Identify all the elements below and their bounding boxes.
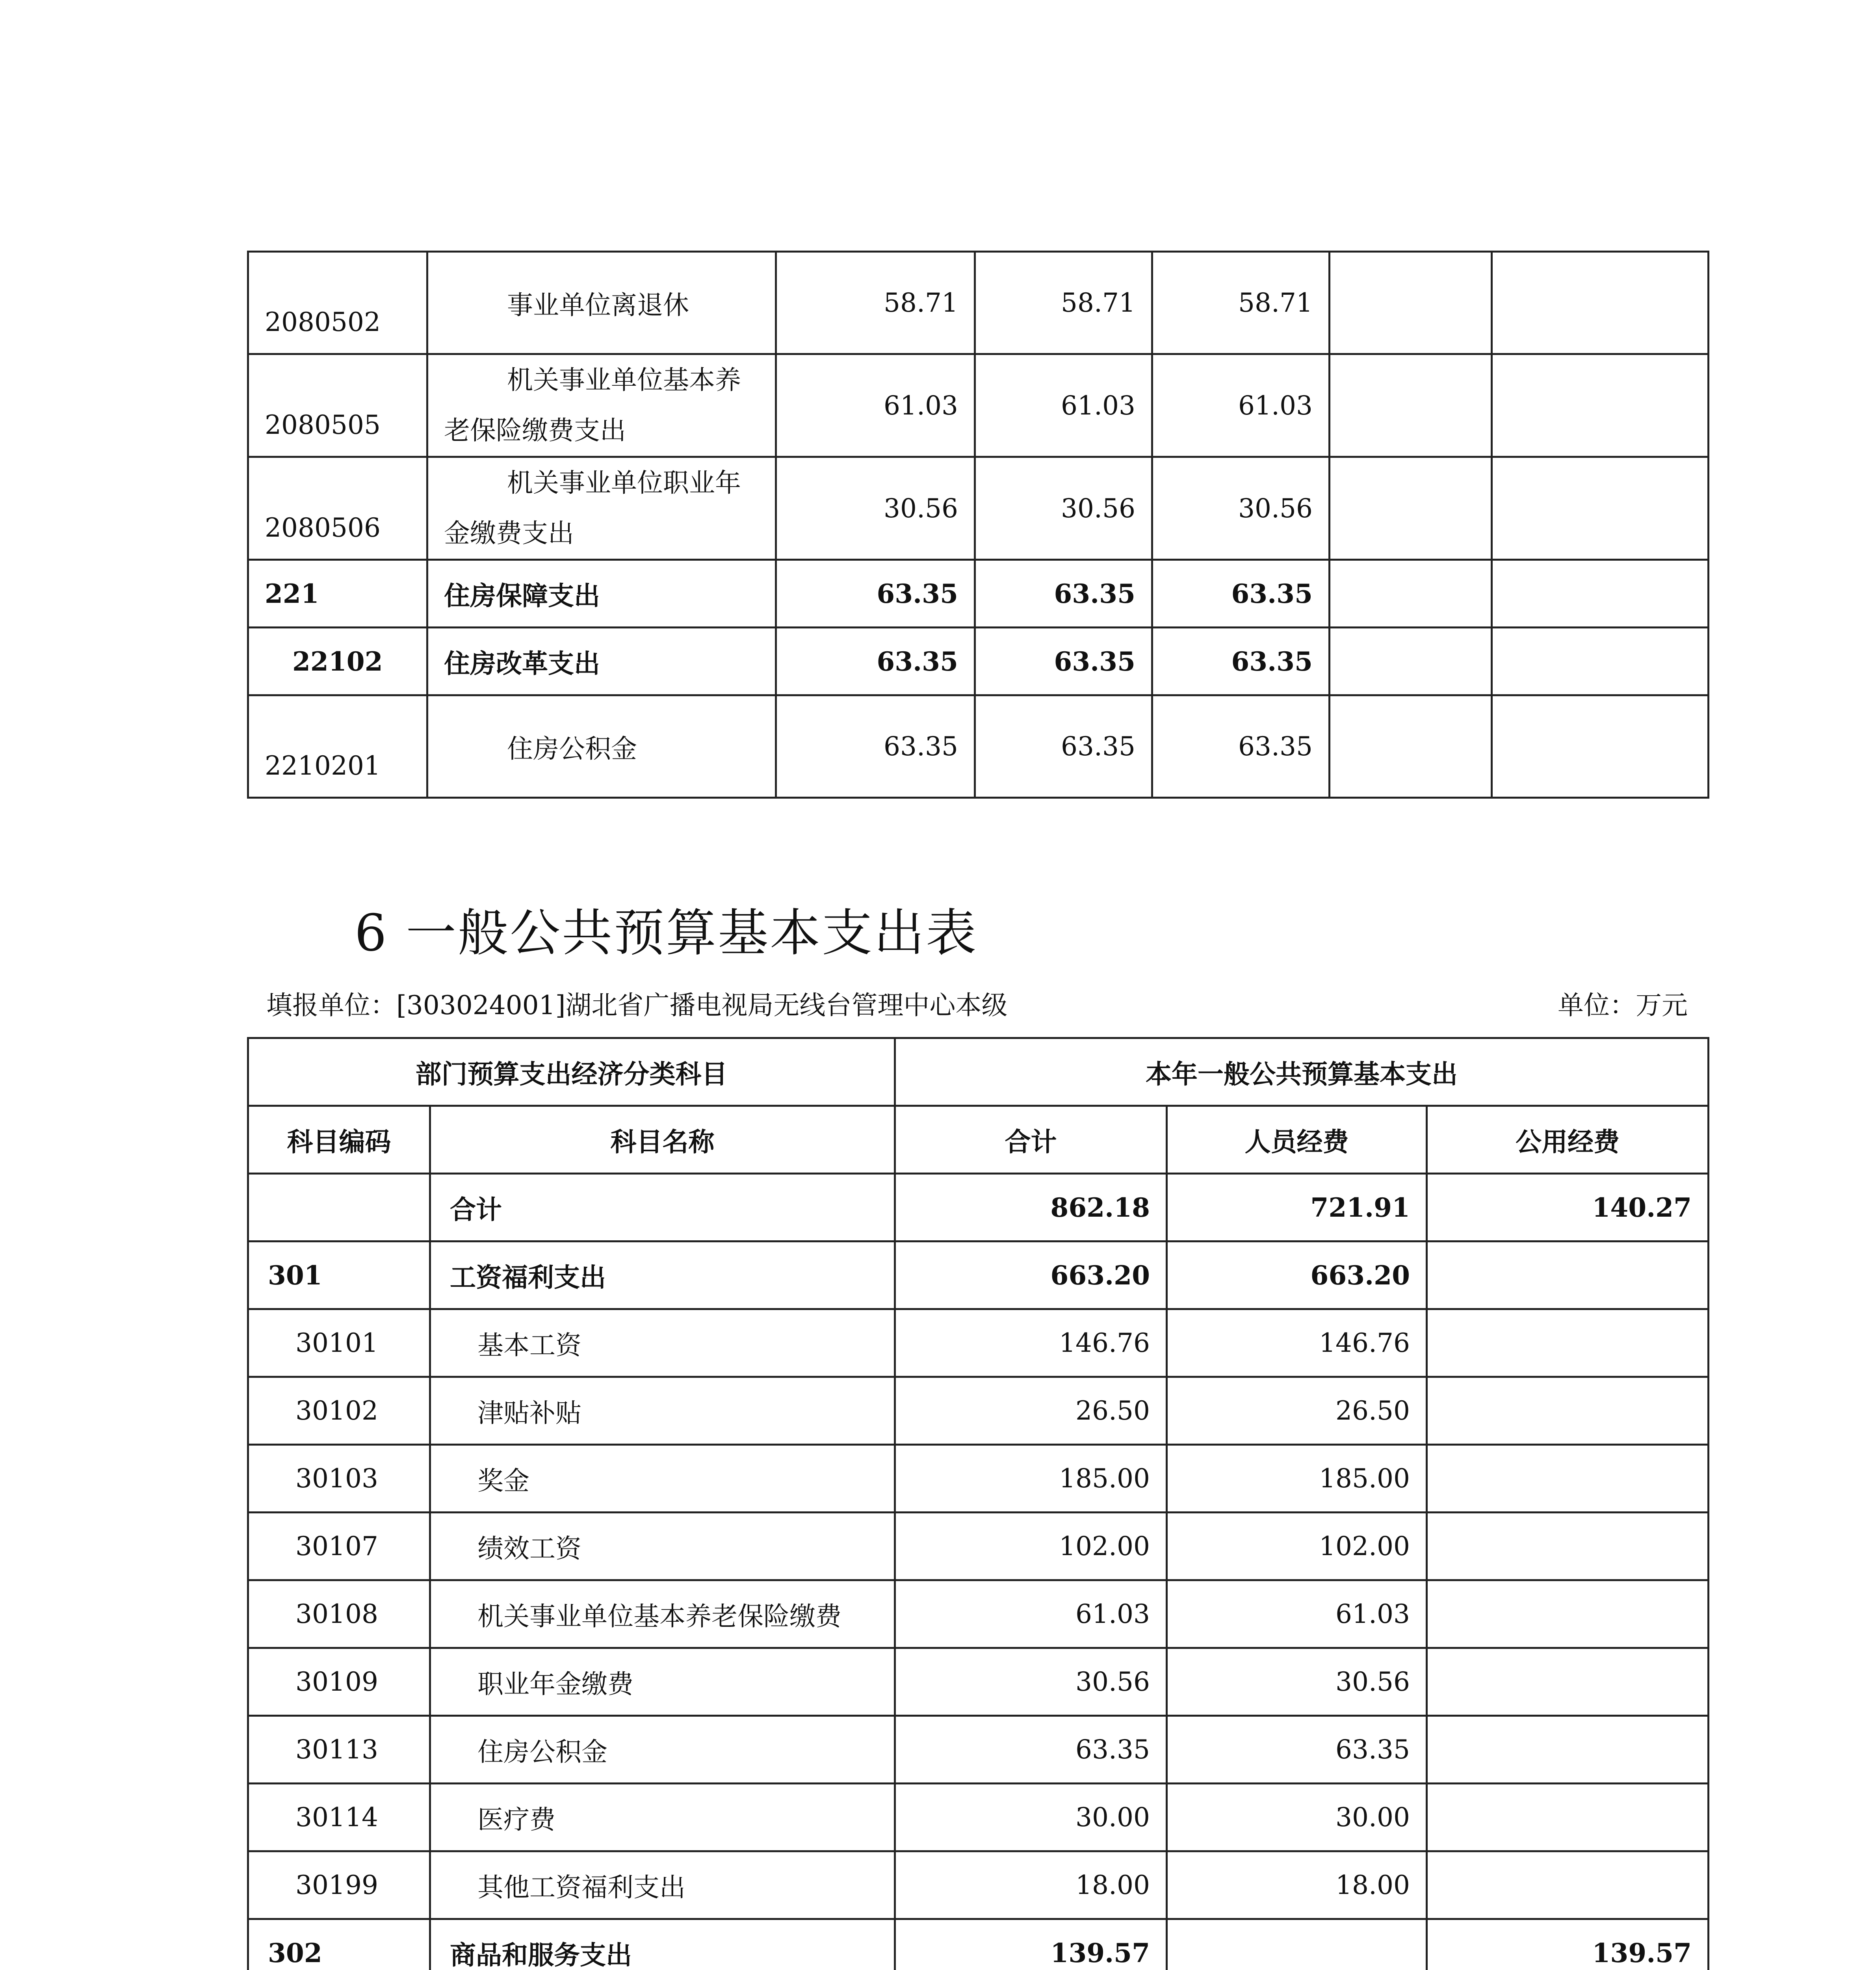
table-row [248, 628, 1709, 695]
name-cell: 机关事业单位基本养老保险缴费支出 [427, 354, 776, 457]
name-cell: 机关事业单位职业年金缴费支出 [427, 457, 776, 560]
code-cell: 301 [248, 1241, 430, 1309]
column-header-row [248, 1106, 1709, 1174]
empty-cell [1492, 695, 1709, 798]
empty-cell [1330, 354, 1492, 457]
name-cell: 基本工资 [430, 1309, 895, 1377]
public-cell [1427, 1580, 1709, 1648]
public-cell [1427, 1513, 1709, 1580]
col-header-name: 科目名称 [430, 1106, 895, 1174]
code-cell: 30199 [248, 1851, 430, 1919]
code-cell: 22102 [248, 628, 427, 695]
table-row [248, 1648, 1709, 1716]
table-row [248, 457, 1709, 560]
continuation-table [247, 251, 1709, 799]
col-header-personnel: 人员经费 [1167, 1106, 1427, 1174]
code-cell: 2080502 [248, 252, 427, 354]
group-header-left: 部门预算支出经济分类科目 [248, 1038, 895, 1106]
code-cell: 30113 [248, 1716, 430, 1784]
empty-cell [1330, 628, 1492, 695]
personnel-cell: 18.00 [1167, 1851, 1427, 1919]
code-cell: 2210201 [248, 695, 427, 798]
table-row [248, 1919, 1709, 1970]
code-cell: 30102 [248, 1377, 430, 1445]
personnel-cell: 30.00 [1167, 1784, 1427, 1851]
value-cell: 58.71 [1152, 252, 1330, 354]
total-cell: 862.18 [895, 1174, 1167, 1241]
value-cell: 58.71 [975, 252, 1152, 354]
name-cell: 住房公积金 [430, 1716, 895, 1784]
value-cell: 63.35 [776, 628, 975, 695]
code-cell [248, 1174, 430, 1241]
value-cell: 61.03 [975, 354, 1152, 457]
empty-cell [1492, 628, 1709, 695]
table-row [248, 1716, 1709, 1784]
public-cell [1427, 1377, 1709, 1445]
personnel-cell: 26.50 [1167, 1377, 1427, 1445]
total-cell: 61.03 [895, 1580, 1167, 1648]
table-row [248, 1580, 1709, 1648]
code-cell: 30107 [248, 1513, 430, 1580]
value-cell: 30.56 [975, 457, 1152, 560]
value-cell: 63.35 [1152, 695, 1330, 798]
code-cell: 30109 [248, 1648, 430, 1716]
group-header-right: 本年一般公共预算基本支出 [895, 1038, 1709, 1106]
value-cell: 63.35 [975, 628, 1152, 695]
name-cell: 机关事业单位基本养老保险缴费 [430, 1580, 895, 1648]
col-header-total: 合计 [895, 1106, 1167, 1174]
personnel-cell: 721.91 [1167, 1174, 1427, 1241]
name-cell: 住房改革支出 [427, 628, 776, 695]
code-cell: 30103 [248, 1445, 430, 1513]
name-cell: 津贴补贴 [430, 1377, 895, 1445]
name-cell: 医疗费 [430, 1784, 895, 1851]
personnel-cell [1167, 1919, 1427, 1970]
table-row [248, 1784, 1709, 1851]
empty-cell [1492, 354, 1709, 457]
total-cell: 63.35 [895, 1716, 1167, 1784]
total-cell: 30.56 [895, 1648, 1167, 1716]
total-cell: 18.00 [895, 1851, 1167, 1919]
name-cell: 住房公积金 [427, 695, 776, 798]
empty-cell [1492, 252, 1709, 354]
total-cell: 139.57 [895, 1919, 1167, 1970]
total-cell: 185.00 [895, 1445, 1167, 1513]
empty-cell [1492, 560, 1709, 628]
table-row [248, 1513, 1709, 1580]
name-cell: 合计 [430, 1174, 895, 1241]
table-row [248, 1445, 1709, 1513]
name-cell: 绩效工资 [430, 1513, 895, 1580]
total-cell: 102.00 [895, 1513, 1167, 1580]
value-cell: 63.35 [1152, 560, 1330, 628]
name-cell: 住房保障支出 [427, 560, 776, 628]
col-header-public: 公用经费 [1427, 1106, 1709, 1174]
empty-cell [1330, 252, 1492, 354]
code-cell: 30108 [248, 1580, 430, 1648]
public-cell [1427, 1851, 1709, 1919]
total-cell: 26.50 [895, 1377, 1167, 1445]
name-cell: 工资福利支出 [430, 1241, 895, 1309]
public-cell: 140.27 [1427, 1174, 1709, 1241]
value-cell: 63.35 [776, 695, 975, 798]
table-row [248, 1851, 1709, 1919]
total-cell: 146.76 [895, 1309, 1167, 1377]
value-cell: 61.03 [1152, 354, 1330, 457]
table-row [248, 252, 1709, 354]
empty-cell [1330, 695, 1492, 798]
value-cell: 63.35 [776, 560, 975, 628]
code-cell: 221 [248, 560, 427, 628]
basic-expenditure-table [247, 1037, 1709, 1970]
name-cell: 职业年金缴费 [430, 1648, 895, 1716]
value-cell: 63.35 [975, 695, 1152, 798]
table-row [248, 1377, 1709, 1445]
personnel-cell: 30.56 [1167, 1648, 1427, 1716]
code-cell: 2080506 [248, 457, 427, 560]
unit-label: 单位：万元 [1558, 990, 1688, 1020]
value-cell: 30.56 [1152, 457, 1330, 560]
value-cell: 58.71 [776, 252, 975, 354]
table-row [248, 695, 1709, 798]
public-cell [1427, 1241, 1709, 1309]
filling-unit: 填报单位：[303024001]湖北省广播电视局无线台管理中心本级 [266, 990, 1008, 1020]
personnel-cell: 63.35 [1167, 1716, 1427, 1784]
personnel-cell: 185.00 [1167, 1445, 1427, 1513]
total-cell: 663.20 [895, 1241, 1167, 1309]
code-cell: 2080505 [248, 354, 427, 457]
table-row [248, 560, 1709, 628]
value-cell: 63.35 [1152, 628, 1330, 695]
personnel-cell: 102.00 [1167, 1513, 1427, 1580]
public-cell [1427, 1716, 1709, 1784]
value-cell: 30.56 [776, 457, 975, 560]
name-cell: 奖金 [430, 1445, 895, 1513]
col-header-code: 科目编码 [248, 1106, 430, 1174]
public-cell [1427, 1648, 1709, 1716]
code-cell: 30101 [248, 1309, 430, 1377]
public-cell [1427, 1309, 1709, 1377]
table-row [248, 1309, 1709, 1377]
personnel-cell: 663.20 [1167, 1241, 1427, 1309]
public-cell [1427, 1784, 1709, 1851]
public-cell: 139.57 [1427, 1919, 1709, 1970]
personnel-cell: 146.76 [1167, 1309, 1427, 1377]
code-cell: 302 [248, 1919, 430, 1970]
total-cell: 30.00 [895, 1784, 1167, 1851]
name-cell: 商品和服务支出 [430, 1919, 895, 1970]
table-title: 6 一般公共预算基本支出表 [355, 904, 978, 963]
table-row [248, 354, 1709, 457]
name-cell: 其他工资福利支出 [430, 1851, 895, 1919]
code-cell: 30114 [248, 1784, 430, 1851]
table-row [248, 1174, 1709, 1241]
empty-cell [1330, 457, 1492, 560]
table-row [248, 1241, 1709, 1309]
empty-cell [1330, 560, 1492, 628]
value-cell: 61.03 [776, 354, 975, 457]
personnel-cell: 61.03 [1167, 1580, 1427, 1648]
group-header-row [248, 1038, 1709, 1106]
empty-cell [1492, 457, 1709, 560]
value-cell: 63.35 [975, 560, 1152, 628]
public-cell [1427, 1445, 1709, 1513]
name-cell: 事业单位离退休 [427, 252, 776, 354]
